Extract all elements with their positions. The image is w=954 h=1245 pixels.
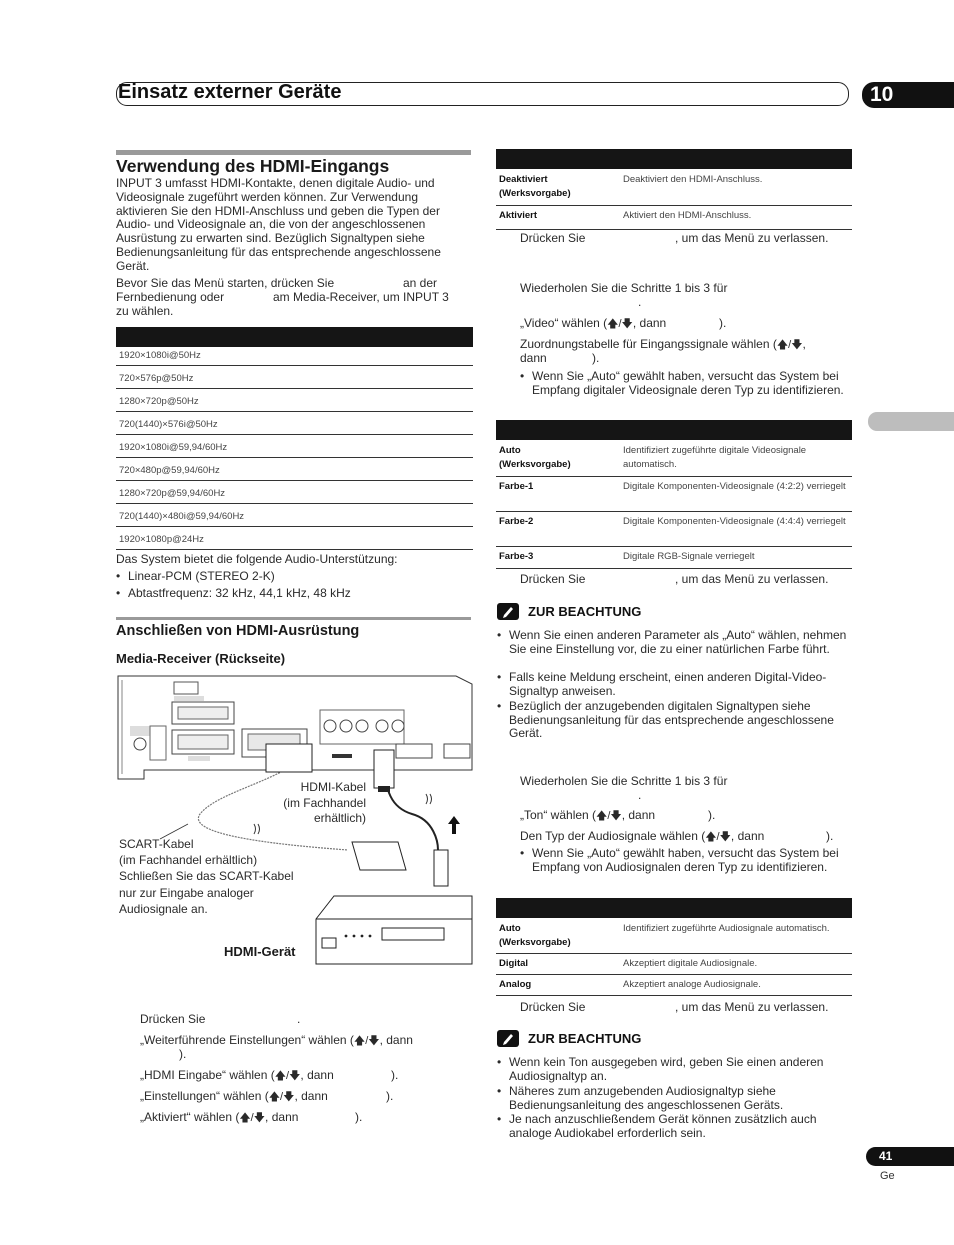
note-bullet: • Bezüglich der anzugebenden digitalen Signaltypen siehe Bedienungsanleitung für das entsprechende angeschlossene Gerät. (497, 700, 861, 741)
chapter-number: 10 (862, 82, 954, 108)
hdmi-device-label: HDMI-Gerät (224, 944, 296, 959)
audio-bullet: • Abtastfrequenz: 32 kHz, 44,1 kHz, 48 kHz (116, 587, 472, 601)
page-number: 41 (866, 1147, 954, 1166)
up-down-arrow-icon: 🡅/🡇 (274, 1070, 301, 1082)
side-tab (868, 412, 954, 431)
up-down-arrow-icon: 🡅/🡇 (596, 810, 622, 822)
audio-options-table-header (496, 898, 852, 918)
table-row: Aktiviert Aktiviert den HDMI-Anschluss. (496, 205, 852, 230)
exit-text-b: , um das Menü zu verlassen. (675, 572, 829, 586)
note-bullet: • Wenn kein Ton ausgegeben wird, geben Sie einen anderen Audiosignaltyp an. (497, 1056, 861, 1083)
step1-a: Drücken Sie (140, 1012, 206, 1026)
step5-line: „Aktiviert“ wählen (🡅/🡇, dann (140, 1110, 299, 1124)
audio-type-line: Den Typ der Audiosignale wählen (🡅/🡇, dann (520, 829, 765, 843)
step4-end: ). (386, 1089, 394, 1103)
subsection-rule (116, 617, 471, 620)
resolution-table-header (116, 327, 473, 347)
table-row: Auto (Werksvorgabe) Identifiziert zugeführte digitale Videosignale automatisch. (496, 440, 852, 477)
video-options-table-header (496, 420, 852, 440)
up-down-arrow-icon: 🡅/🡇 (607, 318, 633, 330)
table-row: 1920×1080i@50Hz (116, 345, 473, 366)
hdmi-cable-label: HDMI-Kabel (im Fachhandel erhältlich) (283, 780, 366, 825)
ton-select-line: „Ton“ wählen (🡅/🡇, dann (520, 808, 656, 822)
step3-end: ). (391, 1068, 399, 1082)
table-row: Digital Akzeptiert digitale Audiosignale. (496, 953, 852, 975)
table-row: 1280×720p@50Hz (116, 391, 473, 412)
step2-end: ). (179, 1047, 187, 1061)
table-row: Auto (Werksvorgabe) Identifiziert zugeführte Audiosignale automatisch. (496, 918, 852, 954)
table-row: 1920×1080p@24Hz (116, 529, 473, 550)
up-down-arrow-icon: 🡅/🡇 (239, 1112, 266, 1124)
hdmi-device (316, 896, 472, 964)
audio-type-end: ). (826, 829, 834, 843)
step5-end: ). (355, 1110, 363, 1124)
note-title: ZUR BEACHTUNG (528, 1031, 642, 1046)
scart-cable-label: SCART-Kabel (im Fachhandel erhältlich) Schließen Sie das SCART-Kabel nur zur Eingabe analoger Audiosignale an. (119, 837, 294, 916)
up-down-arrow-icon: 🡅/🡇 (353, 1035, 380, 1047)
table-row: Farbe-3 Digitale RGB-Signale verriegelt (496, 546, 852, 569)
table-row: Analog Akzeptiert analoge Audiosignale. (496, 974, 852, 996)
table-row: 1280×720p@59,94/60Hz (116, 483, 473, 504)
exit-text-b: , um das Menü zu verlassen. (675, 231, 829, 245)
up-down-arrow-icon: 🡅/🡇 (705, 831, 731, 843)
hdmi-options-table-header (496, 149, 852, 169)
assign-table-line: Zuordnungstabelle für Eingangssignale wählen (🡅/🡇, (520, 337, 806, 351)
exit-text-a: Drücken Sie (520, 1000, 586, 1014)
exit-text-a: Drücken Sie (520, 572, 586, 586)
pencil-note-icon (497, 1030, 519, 1047)
section-rule (116, 150, 471, 155)
note-title: ZUR BEACHTUNG (528, 604, 642, 619)
audio-bullet: • Linear-PCM (STEREO 2-K) (116, 570, 472, 584)
repeat-steps-dot: . (638, 788, 642, 802)
before-start-line2a: Fernbedienung oder (116, 290, 225, 304)
audio-auto-bullet: • Wenn Sie „Auto“ gewählt haben, versucht das System bei Empfang von Audiosignalen deren Typ zu identifizieren. (520, 847, 862, 874)
repeat-steps-text: Wiederholen Sie die Schritte 1 bis 3 für (520, 281, 728, 295)
intro-paragraph: INPUT 3 umfasst HDMI-Kontakte, denen digitale Audio- und Videosignale zugeführt werden können. Zur Verwendung aktivieren Sie den HDMI-Anschluss und geben die Typen der Audio- und Videosignale an, die von der angeschlossenen Ausrüstung zu erwarten sind. Bezüglich Signaltypen siehe Bedienungsanleitung für das entsprechende angeschlossene Gerät. (116, 176, 441, 273)
table-row: Farbe-2 Digitale Komponenten-Videosignale (4:4:4) verriegelt (496, 511, 852, 547)
note-bullet: • Wenn Sie einen anderen Parameter als „Auto“ wählen, nehmen Sie eine Einstellung vor, die zu einer natürlichen Farbe führt. (497, 629, 861, 656)
assign-table-dann: dann (520, 351, 547, 365)
language-code: Ge (880, 1170, 895, 1182)
table-row: 1920×1080i@59,94/60Hz (116, 437, 473, 458)
before-start-line2b: am Media-Receiver, um INPUT 3 (273, 290, 449, 304)
table-row: Farbe-1 Digitale Komponenten-Videosignale (4:2:2) verriegelt (496, 476, 852, 512)
audio-support-text: Das System bietet die folgende Audio-Unterstützung: (116, 552, 398, 566)
table-row: 720(1440)×576i@50Hz (116, 414, 473, 435)
video-select-end: ). (719, 316, 727, 330)
table-row: 720(1440)×480i@59,94/60Hz (116, 506, 473, 527)
chapter-title: Einsatz externer Geräte (118, 81, 342, 103)
note-bullet: • Näheres zum anzugebenden Audiosignaltyp siehe Bedienungsanleitung des angeschlossenen Geräts. (497, 1085, 861, 1112)
exit-text-b: , um das Menü zu verlassen. (675, 1000, 829, 1014)
step1-end: . (297, 1012, 301, 1026)
table-row: Deaktiviert (Werksvorgabe) Deaktiviert den HDMI-Anschluss. (496, 169, 852, 206)
receiver-label: Media-Receiver (Rückseite) (116, 651, 286, 666)
repeat-steps-text: Wiederholen Sie die Schritte 1 bis 3 für (520, 774, 728, 788)
table-row: 720×576p@50Hz (116, 368, 473, 389)
note-bullet: • Falls keine Meldung erscheint, einen anderen Digital-Video-Signaltyp anweisen. (497, 671, 861, 698)
video-auto-bullet: • Wenn Sie „Auto“ gewählt haben, versucht das System bei Empfang digitaler Videosignale deren Typ zu identifizieren. (520, 370, 862, 397)
step4-line: „Einstellungen“ wählen (🡅/🡇, dann (140, 1089, 328, 1103)
before-start-line1b: an der (403, 276, 438, 290)
repeat-steps-dot: . (638, 295, 642, 309)
before-start-line3: zu wählen. (116, 304, 174, 318)
table-row: 720×480p@59,94/60Hz (116, 460, 473, 481)
ton-select-end: ). (708, 808, 716, 822)
pencil-note-icon (497, 603, 519, 620)
assign-table-end: ). (592, 351, 600, 365)
before-start-line1a: Bevor Sie das Menü starten, drücken Sie (116, 276, 335, 290)
step2-line: „Weiterführende Einstellungen“ wählen (🡅/🡇, dann (140, 1033, 413, 1047)
video-select-line: „Video“ wählen (🡅/🡇, dann (520, 316, 667, 330)
exit-text-a: Drücken Sie (520, 231, 586, 245)
connect-title: Anschließen von HDMI-Ausrüstung (116, 623, 360, 639)
note-bullet: • Je nach anzuschließendem Gerät können zusätzlich auch analoge Audiokabel erforderlich sein. (497, 1113, 861, 1140)
section-title: Verwendung des HDMI-Eingangs (116, 156, 390, 176)
up-down-arrow-icon: 🡅/🡇 (776, 339, 803, 351)
up-down-arrow-icon: 🡅/🡇 (268, 1091, 295, 1103)
step3-line: „HDMI Eingabe“ wählen (🡅/🡇, dann (140, 1068, 334, 1082)
